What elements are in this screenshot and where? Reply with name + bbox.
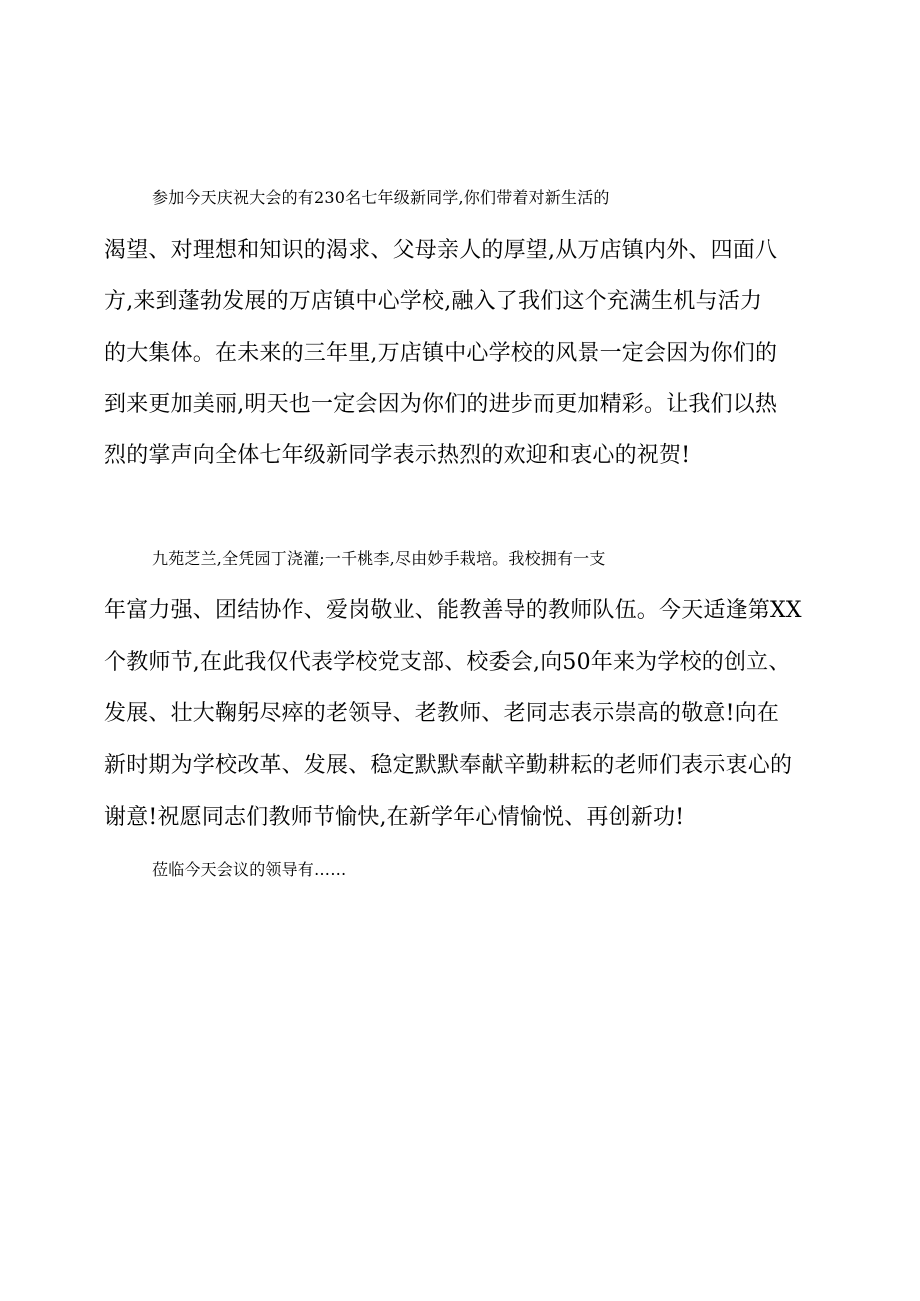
paragraph-line: 谢意!祝愿同志们教师节愉快,在新学年心情愉悦、再创新功! xyxy=(104,805,685,830)
paragraph-line: 发展、壮大鞠躬尽瘁的老领导、老教师、老同志表示崇高的敬意!向在 xyxy=(104,701,780,726)
paragraph-line: 个教师节,在此我仅代表学校党支部、校委会,向50年来为学校的创立、 xyxy=(104,650,791,675)
paragraph-line: 渴望、对理想和知识的渴求、父母亲人的厚望,从万店镇内外、四面八 xyxy=(104,238,778,263)
paragraph-line: 的大集体。在未来的三年里,万店镇中心学校的风景一定会因为你们的 xyxy=(104,341,778,366)
paragraph-line: 九苑芝兰,全凭园丁浇灌;一千桃李,尽由妙手栽培。我校拥有一支 xyxy=(152,549,606,568)
paragraph-line: 方,来到蓬勃发展的万店镇中心学校,融入了我们这个充满生机与活力 xyxy=(104,289,763,314)
paragraph-line: 到来更加美丽,明天也一定会因为你们的进步而更加精彩。让我们以热 xyxy=(104,392,778,417)
paragraph-line: 新时期为学校改革、发展、稳定默默奉献辛勤耕耘的老师们表示衷心的 xyxy=(104,753,793,778)
paragraph-line: 莅临今天会议的领导有…… xyxy=(152,860,347,879)
paragraph-line: 参加今天庆祝大会的有230名七年级新同学,你们带着对新生活的 xyxy=(152,188,610,207)
paragraph-line: 烈的掌声向全体七年级新同学表示热烈的欢迎和衷心的祝贺! xyxy=(104,443,691,468)
paragraph-line: 年富力强、团结协作、爱岗敬业、能教善导的教师队伍。今天适逢第XX xyxy=(104,598,802,623)
